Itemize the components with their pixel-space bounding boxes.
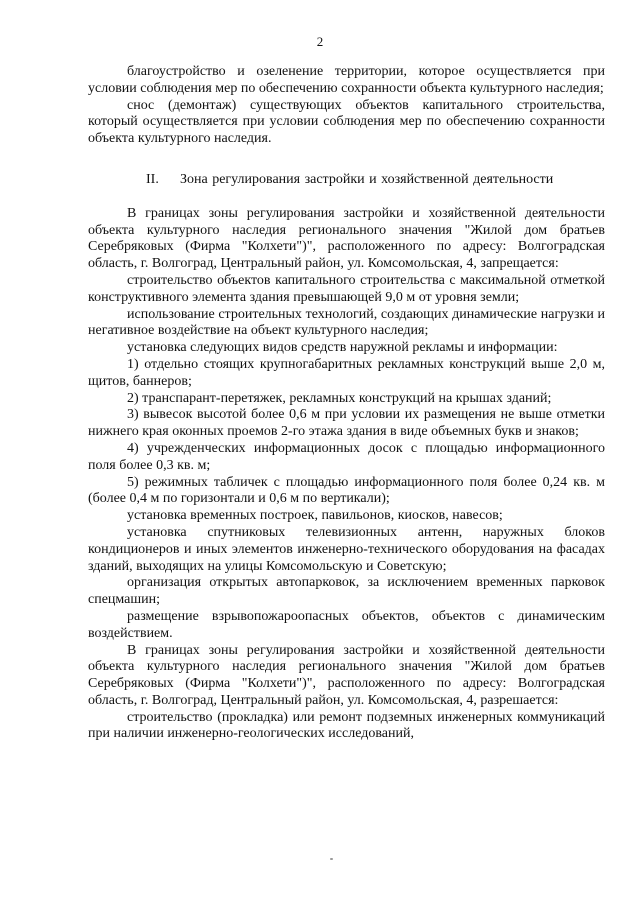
paragraph-prohibited-intro: В границах зоны регулирования застройки и хозяйственной деятельности объекта культурного наследия регионального значения "Жилой дом братьев Серебряковых (Фирма "Колхети")", расположенного по адресу: Волгоградская область, г. Волгоград, Центральный район, ул. Комсомольская, 4, запрещается: bbox=[88, 205, 605, 272]
document-body bbox=[88, 64, 605, 743]
list-item: 4) учрежденческих информационных досок с площадью информационного поля более 0,3 кв. м; bbox=[88, 440, 605, 473]
list-item: установка временных построек, павильонов, киосков, навесов; bbox=[127, 508, 503, 524]
section-title: Зона регулирования застройки и хозяйственной деятельности bbox=[180, 171, 554, 187]
list-item: 5) режимных табличек с площадью информационного поля более 0,24 кв. м (более 0,4 м по горизонтали и 0,6 м по вертикали); bbox=[88, 474, 605, 507]
list-item: 2) транспарант-перетяжек, рекламных конструкций на крышах зданий; bbox=[127, 390, 552, 406]
section-heading bbox=[88, 172, 605, 189]
list-item: установка спутниковых телевизионных антенн, наружных блоков кондиционеров и иных элементов инженерно-технического оборудования на фасадах зданий, выходящих на улицы Комсомольскую и Советскую; bbox=[88, 524, 605, 574]
list-item: 3) вывесок высотой более 0,6 м при условии их размещения не выше отметки нижнего края оконных проемов 2-го этажа здания в виде объемных букв и знаков; bbox=[88, 407, 605, 440]
list-item: строительство (прокладка) или ремонт подземных инженерных коммуникаций при наличии инженерно-геологических исследований, bbox=[88, 709, 605, 742]
paragraph-landscaping: благоустройство и озеленение территории, которое осуществляется при условии соблюдения мер по обеспечению сохранности объекта культурного наследия; bbox=[88, 64, 605, 96]
list-item: размещение взрывопожароопасных объектов, объектов с динамическим воздействием. bbox=[88, 608, 605, 641]
scan-smudge bbox=[330, 858, 333, 860]
paragraph-permitted-intro: В границах зоны регулирования застройки и хозяйственной деятельности объекта культурного наследия регионального значения "Жилой дом братьев Серебряковых (Фирма "Колхети")", расположенного по адресу: Волгоградская область, г. Волгоград, Центральный район, ул. Комсомольская, 4, разрешается: bbox=[88, 642, 605, 708]
list-item: 1) отдельно стоящих крупногабаритных рекламных конструкций выше 2,0 м, щитов, баннеров; bbox=[88, 356, 605, 389]
paragraph-demolition: снос (демонтаж) существующих объектов капитального строительства, который осуществляется при условии соблюдения мер по обеспечению сохранности объекта культурного наследия. bbox=[88, 97, 605, 147]
list-item: использование строительных технологий, создающих динамические нагрузки и негативное воздействие на объект культурного наследия; bbox=[88, 306, 605, 339]
section-number: II. bbox=[146, 171, 159, 187]
list-item: установка следующих видов средств наружной рекламы и информации: bbox=[127, 340, 558, 356]
list-item: организация открытых автопарковок, за исключением временных парковок спецмашин; bbox=[88, 575, 605, 608]
list-item: строительство объектов капитального строительства с максимальной отметкой конструктивного элемента здания превышающей 9,0 м от уровня земли; bbox=[88, 272, 605, 305]
page-number: 2 bbox=[316, 34, 324, 49]
